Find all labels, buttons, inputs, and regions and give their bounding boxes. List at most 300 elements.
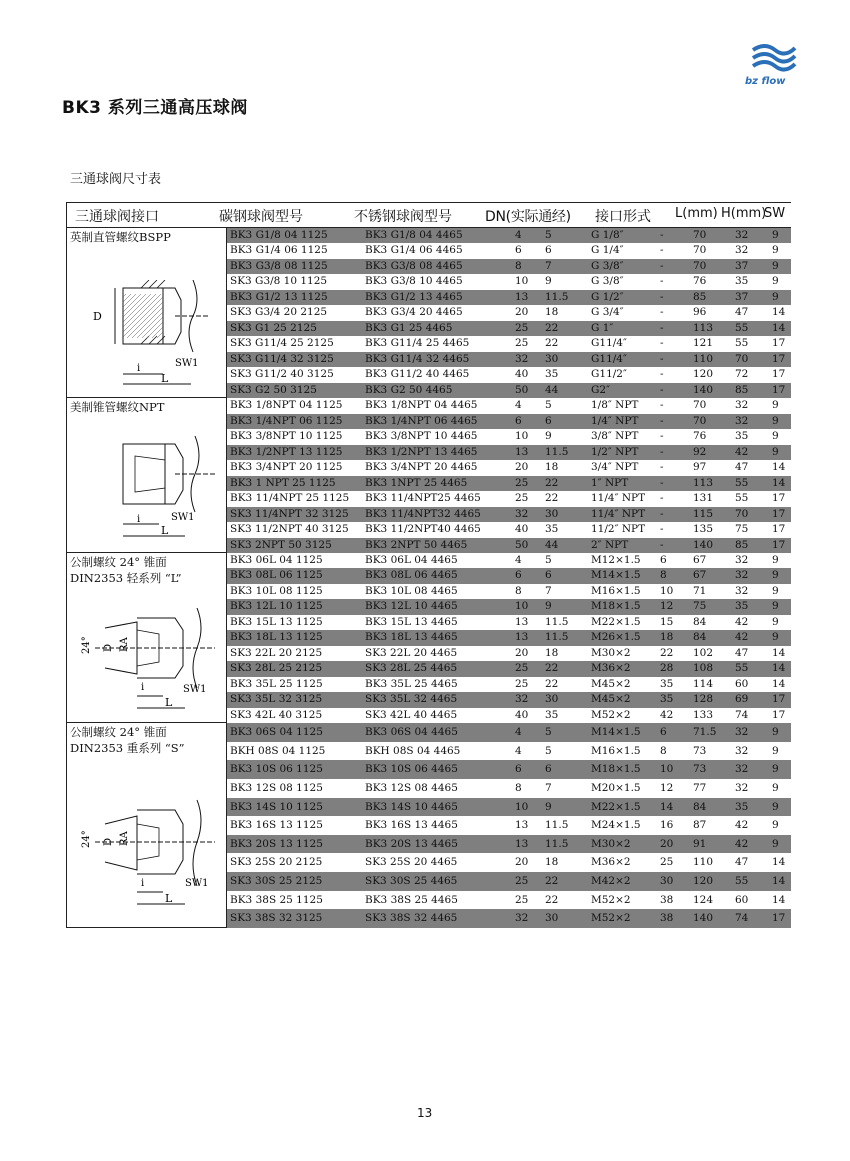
h-value: 42 <box>735 615 749 628</box>
table-row <box>227 460 791 476</box>
h-value: 55 <box>735 337 749 350</box>
table-row <box>227 909 791 928</box>
l-value: 96 <box>693 306 707 319</box>
connection-form: M36×2 <box>591 662 631 675</box>
stainless-model: BK3 G11/4 25 4465 <box>365 337 470 350</box>
h-value: 32 <box>735 763 749 776</box>
dn-actual: 6 <box>545 414 552 427</box>
l-value: 124 <box>693 893 714 906</box>
table-row <box>227 414 791 430</box>
l-value: 76 <box>693 275 707 288</box>
connection-form: G 3/8″ <box>591 259 624 272</box>
stainless-model: BK3 1/8NPT 04 4465 <box>365 399 478 411</box>
connection-form: G2″ <box>591 383 610 396</box>
sw-value: 14 <box>772 646 786 659</box>
dn-nominal: 25 <box>515 893 529 906</box>
sw-value: 9 <box>772 837 779 850</box>
dn-nominal: 32 <box>515 912 529 925</box>
h-value: 85 <box>735 383 749 396</box>
sw-value: 14 <box>772 321 786 334</box>
table-row <box>227 383 791 398</box>
label-i: i <box>137 514 141 525</box>
l-value: 102 <box>693 646 714 659</box>
dn-actual: 6 <box>545 244 552 257</box>
table-row <box>227 491 791 507</box>
table-row <box>227 228 791 243</box>
connection-form: M30×2 <box>591 646 631 659</box>
dn-nominal: 20 <box>515 646 529 659</box>
i-value: 42 <box>660 708 674 721</box>
carbon-model: SK3 11/4NPT 32 3125 <box>230 507 349 520</box>
page-title: BK3 系列三通高压球阀 <box>62 98 248 118</box>
dn-nominal: 4 <box>515 744 522 757</box>
h-value: 32 <box>735 229 749 241</box>
sw-value: 14 <box>772 662 786 675</box>
dn-actual: 30 <box>545 352 559 365</box>
l-value: 71 <box>693 584 707 597</box>
connection-form: M14×1.5 <box>591 726 641 738</box>
dn-nominal: 40 <box>515 708 529 721</box>
connection-form: G 1″ <box>591 321 614 334</box>
l-value: 77 <box>693 781 707 794</box>
stainless-model: BK3 18L 13 4465 <box>365 631 458 644</box>
sw-value: 9 <box>772 414 779 427</box>
connection-form: G11/4″ <box>591 337 627 350</box>
group-label: 美制锥管螺纹NPT <box>70 400 165 414</box>
h-value: 32 <box>735 584 749 597</box>
carbon-model: SK3 30S 25 2125 <box>230 875 323 888</box>
sw-value: 17 <box>772 912 786 925</box>
label-ra: RA <box>119 637 130 652</box>
header-carbon-model: 碳钢球阀型号 <box>219 209 303 225</box>
l-value: 70 <box>693 399 707 411</box>
carbon-model: BK3 1/8NPT 04 1125 <box>230 399 343 411</box>
table-row <box>227 872 791 891</box>
connection-form: M18×1.5 <box>591 600 641 613</box>
label-angle: 24° <box>81 830 92 848</box>
dn-nominal: 13 <box>515 290 529 303</box>
dn-nominal: 4 <box>515 554 522 566</box>
l-value: 73 <box>693 744 707 757</box>
connection-form: 1″ NPT <box>591 476 629 489</box>
dn-actual: 11.5 <box>545 837 569 850</box>
carbon-model: SK3 22L 20 2125 <box>230 646 323 659</box>
table-row <box>227 599 791 614</box>
group-label-line1: 公制螺纹 24° 锥面 <box>70 555 167 569</box>
carbon-model: BK3 10S 06 1125 <box>230 763 323 776</box>
label-d: D <box>103 837 114 846</box>
sw-value: 9 <box>772 800 779 813</box>
dn-nominal: 13 <box>515 631 529 644</box>
connection-form: M22×1.5 <box>591 800 641 813</box>
table-row <box>227 723 791 742</box>
i-value: - <box>660 259 664 272</box>
carbon-model: BK3 3/4NPT 20 1125 <box>230 461 343 473</box>
table-row <box>227 553 791 568</box>
stainless-model: BK3 10S 06 4465 <box>365 763 458 776</box>
table-row <box>227 677 791 692</box>
npt-port-drawing <box>75 436 225 546</box>
table-row <box>227 522 791 538</box>
l-value: 113 <box>693 321 714 334</box>
dn-nominal: 8 <box>515 584 522 597</box>
stainless-model: BK3 G2 50 4465 <box>365 383 453 396</box>
h-value: 75 <box>735 523 749 535</box>
h-value: 42 <box>735 819 749 832</box>
table-row <box>227 798 791 817</box>
table-row <box>227 760 791 779</box>
i-value: - <box>660 399 664 411</box>
group-din-s <box>67 723 227 928</box>
sw-value: 9 <box>772 726 779 738</box>
dn-nominal: 32 <box>515 352 529 365</box>
dn-nominal: 20 <box>515 306 529 319</box>
dn-nominal: 4 <box>515 399 522 411</box>
i-value: 38 <box>660 912 674 925</box>
l-value: 135 <box>693 523 714 535</box>
stainless-model: BK3 G3/8 08 4465 <box>365 259 463 272</box>
l-value: 128 <box>693 693 714 706</box>
connection-form: M52×2 <box>591 912 631 925</box>
l-value: 133 <box>693 708 714 721</box>
connection-form: 3/8″ NPT <box>591 430 639 442</box>
dn-nominal: 20 <box>515 856 529 869</box>
logo-text: bz flow <box>745 76 786 87</box>
dn-nominal: 25 <box>515 677 529 690</box>
i-value: - <box>660 337 664 350</box>
carbon-model: BK3 38S 25 1125 <box>230 893 323 906</box>
stainless-model: SK3 22L 20 4465 <box>365 646 458 659</box>
table-row <box>227 853 791 872</box>
l-value: 87 <box>693 819 707 832</box>
dn-nominal: 25 <box>515 492 529 504</box>
stainless-model: BK3 14S 10 4465 <box>365 800 458 813</box>
stainless-model: BK3 1/4NPT 06 4465 <box>365 414 478 427</box>
dn-nominal: 10 <box>515 275 529 288</box>
l-value: 140 <box>693 538 714 551</box>
stainless-model: SK3 38S 32 4465 <box>365 912 458 925</box>
table-row <box>227 274 791 289</box>
sw-value: 14 <box>772 677 786 690</box>
i-value: - <box>660 368 664 381</box>
stainless-model: BK3 16S 13 4465 <box>365 819 458 832</box>
i-value: 15 <box>660 615 674 628</box>
connection-form: M16×1.5 <box>591 744 641 757</box>
carbon-model: SK3 42L 40 3125 <box>230 708 323 721</box>
group-label-line1: 公制螺纹 24° 锥面 <box>70 725 167 739</box>
din-l-port-drawing <box>75 608 225 718</box>
sw-value: 9 <box>772 259 779 272</box>
dn-nominal: 10 <box>515 430 529 442</box>
connection-form: 1/8″ NPT <box>591 399 639 411</box>
table-row <box>227 708 791 723</box>
label-l: L <box>165 696 173 709</box>
dn-actual: 22 <box>545 875 559 888</box>
dn-actual: 18 <box>545 461 559 473</box>
h-value: 74 <box>735 708 749 721</box>
dn-actual: 22 <box>545 893 559 906</box>
connection-form: M22×1.5 <box>591 615 641 628</box>
sw-value: 9 <box>772 275 779 288</box>
carbon-model: SK3 G3/4 20 2125 <box>230 306 328 319</box>
sw-value: 17 <box>772 492 786 504</box>
dn-nominal: 6 <box>515 763 522 776</box>
stainless-model: BK3 1/2NPT 13 4465 <box>365 445 478 458</box>
l-value: 120 <box>693 875 714 888</box>
sw-value: 9 <box>772 584 779 597</box>
dn-nominal: 50 <box>515 383 529 396</box>
bspp-port-drawing <box>75 280 225 390</box>
dn-nominal: 6 <box>515 414 522 427</box>
dn-nominal: 13 <box>515 819 529 832</box>
dn-actual: 9 <box>545 275 552 288</box>
dn-actual: 5 <box>545 726 552 738</box>
h-value: 70 <box>735 352 749 365</box>
l-value: 113 <box>693 476 714 489</box>
sw-value: 9 <box>772 554 779 566</box>
stainless-model: BK3 3/8NPT 10 4465 <box>365 430 478 442</box>
table-row <box>227 742 791 761</box>
stainless-model: SK3 35L 32 4465 <box>365 693 458 706</box>
i-value: 35 <box>660 693 674 706</box>
table-row <box>227 429 791 445</box>
dn-actual: 9 <box>545 430 552 442</box>
table-row <box>227 445 791 461</box>
table-row <box>227 476 791 492</box>
stainless-model: BK3 11/2NPT40 4465 <box>365 523 481 535</box>
h-value: 69 <box>735 693 749 706</box>
dn-actual: 22 <box>545 321 559 334</box>
h-value: 55 <box>735 321 749 334</box>
sw-value: 14 <box>772 476 786 489</box>
carbon-model: BK3 18L 13 1125 <box>230 631 323 644</box>
i-value: - <box>660 492 664 504</box>
dn-nominal: 4 <box>515 229 522 241</box>
carbon-model: BK3 1/4NPT 06 1125 <box>230 414 343 427</box>
connection-form: G 3/4″ <box>591 306 624 319</box>
stainless-model: BK3 12L 10 4465 <box>365 600 458 613</box>
i-value: 10 <box>660 763 674 776</box>
carbon-model: BKH 08S 04 1125 <box>230 744 326 757</box>
group-label-line2: DIN2353 重系列 “S” <box>70 741 185 755</box>
connection-form: G 3/8″ <box>591 275 624 288</box>
table-row <box>227 259 791 274</box>
l-value: 71.5 <box>693 726 717 738</box>
sw-value: 14 <box>772 306 786 319</box>
h-value: 70 <box>735 507 749 520</box>
i-value: - <box>660 306 664 319</box>
group-din-l <box>67 553 227 723</box>
l-value: 75 <box>693 600 707 613</box>
sw-value: 9 <box>772 631 779 644</box>
sw-value: 17 <box>772 708 786 721</box>
dn-nominal: 10 <box>515 600 529 613</box>
table-row <box>227 367 791 382</box>
h-value: 32 <box>735 569 749 582</box>
h-value: 60 <box>735 893 749 906</box>
i-value: 38 <box>660 893 674 906</box>
sw-value: 9 <box>772 229 779 241</box>
i-value: 14 <box>660 800 674 813</box>
connection-form: M18×1.5 <box>591 763 641 776</box>
table-row <box>227 507 791 523</box>
l-value: 131 <box>693 492 714 504</box>
stainless-model: BK3 10L 08 4465 <box>365 584 458 597</box>
i-value: 30 <box>660 875 674 888</box>
i-value: 20 <box>660 837 674 850</box>
header-sw: SW <box>764 206 786 221</box>
l-value: 70 <box>693 229 707 241</box>
carbon-model: SK3 G1 25 2125 <box>230 321 317 334</box>
connection-form: 3/4″ NPT <box>591 461 639 473</box>
header-dn: DN(实际通经) <box>485 209 571 225</box>
dn-actual: 30 <box>545 693 559 706</box>
table-row <box>227 336 791 351</box>
dn-nominal: 40 <box>515 368 529 381</box>
h-value: 32 <box>735 554 749 566</box>
carbon-model: BK3 08L 06 1125 <box>230 569 323 582</box>
h-value: 37 <box>735 290 749 303</box>
din-s-port-drawing <box>75 798 225 913</box>
i-value: 35 <box>660 677 674 690</box>
dn-actual: 44 <box>545 383 559 396</box>
l-value: 84 <box>693 615 707 628</box>
l-value: 70 <box>693 259 707 272</box>
table-row <box>227 584 791 599</box>
carbon-model: BK3 15L 13 1125 <box>230 615 323 628</box>
connection-form: M26×1.5 <box>591 631 641 644</box>
stainless-model: BK3 G1/4 06 4465 <box>365 244 463 257</box>
dn-actual: 22 <box>545 492 559 504</box>
stainless-model: BK3 G3/8 10 4465 <box>365 275 463 288</box>
connection-form: M14×1.5 <box>591 569 641 582</box>
carbon-model: BK3 12L 10 1125 <box>230 600 323 613</box>
carbon-model: SK3 11/2NPT 40 3125 <box>230 523 349 535</box>
sw-value: 9 <box>772 781 779 794</box>
stainless-model: BK3 20S 13 4465 <box>365 837 458 850</box>
stainless-model: BK3 1NPT 25 4465 <box>365 476 468 489</box>
label-angle: 24° <box>81 636 92 654</box>
carbon-model: BK3 10L 08 1125 <box>230 584 323 597</box>
sw-value: 17 <box>772 383 786 396</box>
h-value: 55 <box>735 476 749 489</box>
connection-form: M45×2 <box>591 693 631 706</box>
label-d: D <box>103 643 114 652</box>
dn-actual: 22 <box>545 337 559 350</box>
table-row <box>227 243 791 258</box>
carbon-model: SK3 G11/4 32 3125 <box>230 352 334 365</box>
sw-value: 17 <box>772 538 786 551</box>
dn-nominal: 13 <box>515 615 529 628</box>
table-row <box>227 398 791 414</box>
connection-form: 11/4″ NPT <box>591 507 646 520</box>
stainless-model: BK3 G11/4 32 4465 <box>365 352 470 365</box>
sw-value: 9 <box>772 399 779 411</box>
l-value: 67 <box>693 569 707 582</box>
i-value: - <box>660 244 664 257</box>
carbon-model: SK3 G11/4 25 2125 <box>230 337 334 350</box>
sw-value: 9 <box>772 445 779 458</box>
stainless-model: BK3 15L 13 4465 <box>365 615 458 628</box>
i-value: - <box>660 523 664 535</box>
l-value: 108 <box>693 662 714 675</box>
carbon-model: BK3 G1/2 13 1125 <box>230 290 328 303</box>
l-value: 92 <box>693 445 707 458</box>
dn-actual: 6 <box>545 763 552 776</box>
carbon-model: SK3 35L 32 3125 <box>230 693 323 706</box>
connection-form: M36×2 <box>591 856 631 869</box>
sw-value: 17 <box>772 523 786 535</box>
carbon-model: SK3 G11/2 40 3125 <box>230 368 334 381</box>
stainless-model: BK3 06S 04 4465 <box>365 726 458 738</box>
dn-actual: 7 <box>545 259 552 272</box>
stainless-model: BK3 G1/2 13 4465 <box>365 290 463 303</box>
l-value: 84 <box>693 800 707 813</box>
carbon-model: BK3 12S 08 1125 <box>230 781 323 794</box>
sw-value: 14 <box>772 461 786 473</box>
dn-actual: 18 <box>545 306 559 319</box>
i-value: - <box>660 352 664 365</box>
sw-value: 9 <box>772 763 779 776</box>
stainless-model: BK3 35L 25 4465 <box>365 677 458 690</box>
i-value: 12 <box>660 600 674 613</box>
l-value: 140 <box>693 912 714 925</box>
connection-form: G11/2″ <box>591 368 627 381</box>
stainless-model: BK3 G1 25 4465 <box>365 321 453 334</box>
table-row <box>227 891 791 910</box>
label-sw1: SW1 <box>171 512 195 523</box>
header-connection-form: 接口形式 <box>595 209 651 225</box>
connection-form: 11/2″ NPT <box>591 523 646 535</box>
connection-form: 1/4″ NPT <box>591 414 639 427</box>
dn-nominal: 25 <box>515 476 529 489</box>
h-value: 55 <box>735 662 749 675</box>
i-value: - <box>660 383 664 396</box>
dn-nominal: 50 <box>515 538 529 551</box>
stainless-model: BK3 G11/2 40 4465 <box>365 368 470 381</box>
carbon-model: BK3 06S 04 1125 <box>230 726 323 738</box>
connection-form: G 1/8″ <box>591 229 624 241</box>
i-value: - <box>660 229 664 241</box>
dn-actual: 18 <box>545 646 559 659</box>
l-value: 73 <box>693 763 707 776</box>
dn-actual: 5 <box>545 399 552 411</box>
sw-value: 17 <box>772 337 786 350</box>
dn-nominal: 13 <box>515 837 529 850</box>
table-row <box>227 630 791 645</box>
i-value: - <box>660 445 664 458</box>
sw-value: 17 <box>772 352 786 365</box>
table-row <box>227 538 791 554</box>
carbon-model: BK3 11/4NPT 25 1125 <box>230 492 350 504</box>
table-row <box>227 692 791 707</box>
sw-value: 9 <box>772 290 779 303</box>
h-value: 32 <box>735 781 749 794</box>
h-value: 74 <box>735 912 749 925</box>
l-value: 140 <box>693 383 714 396</box>
group-label-line2: DIN2353 轻系列 “L” <box>70 571 182 585</box>
l-value: 70 <box>693 244 707 257</box>
sw-value: 9 <box>772 600 779 613</box>
i-value: - <box>660 275 664 288</box>
i-value: 8 <box>660 744 667 757</box>
sw-value: 9 <box>772 819 779 832</box>
i-value: 22 <box>660 646 674 659</box>
i-value: 10 <box>660 584 674 597</box>
l-value: 114 <box>693 677 714 690</box>
header-connection: 三通球阀接口 <box>75 209 159 225</box>
dn-actual: 11.5 <box>545 290 569 303</box>
